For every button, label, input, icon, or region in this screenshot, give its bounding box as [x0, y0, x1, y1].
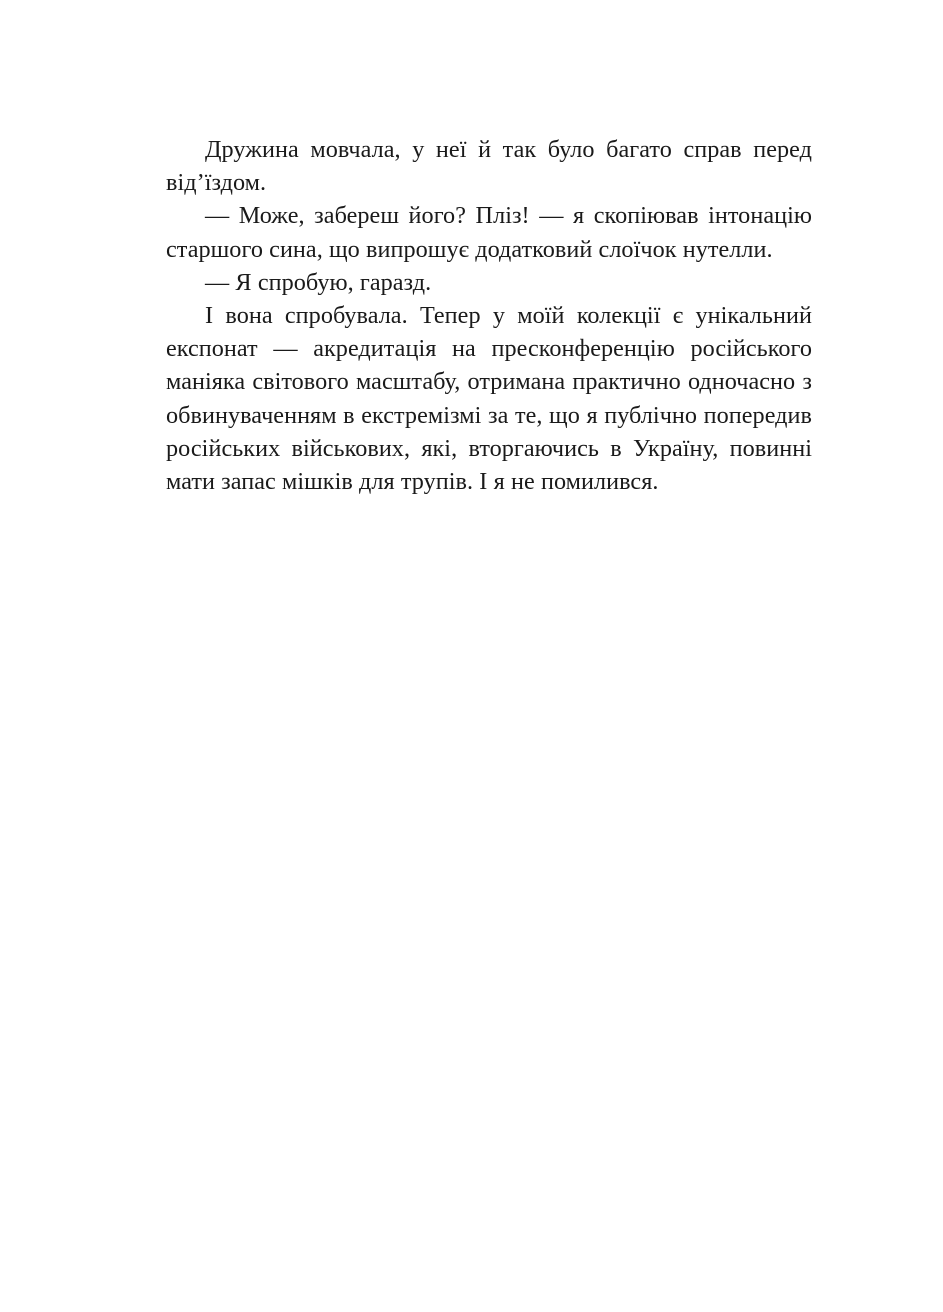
paragraph-dialogue-1: — Може, забереш його? Пліз! — я скопіював інтонацію старшого сина, що випрошує додатковий слоїчок нутелли.	[166, 202, 812, 263]
page-text-block	[166, 133, 812, 498]
paragraph-dialogue-2: — Я спробую, гаразд.	[205, 268, 432, 296]
paragraph-narrative-1: Дружина мовчала, у неї й так було багато справ перед від’їздом.	[166, 136, 812, 197]
paragraph-narrative-2: І вона спробувала. Тепер у моїй колекції є унікальний експонат — акредитація на пресконференцію російського маніяка світового масштабу, отримана практично одночасно з обвинуваченням в екстремізмі за те, що я публічно попередив російських військових, які, вторгаючись в Україну, повинні мати запас мішків для трупів. І я не помилився.	[166, 302, 812, 496]
